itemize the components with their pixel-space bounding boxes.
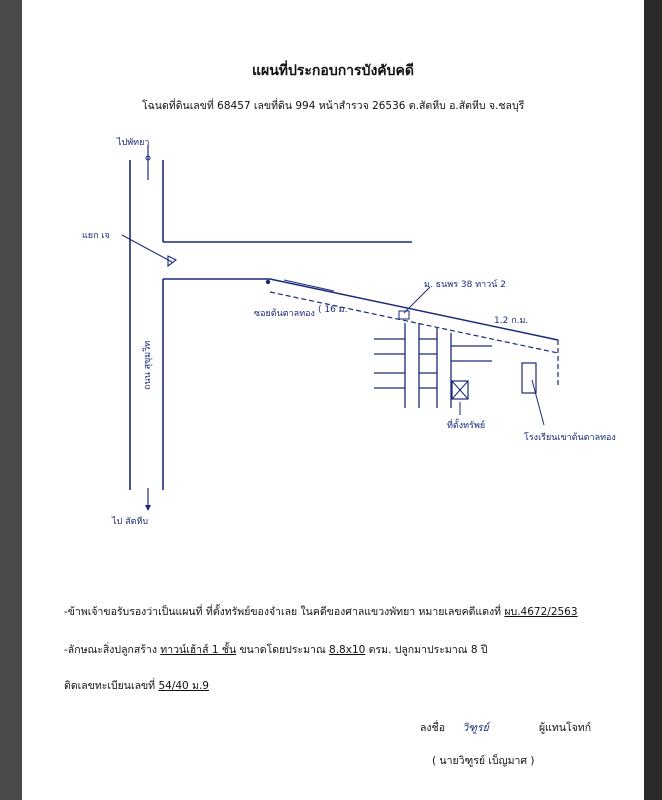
document-page xyxy=(22,0,646,800)
label-distance-large: 1.2 ก.ม. xyxy=(494,316,529,326)
registration-line: ติดเลขทะเบียนเลขที่ 54/40 ม.9 xyxy=(64,680,209,692)
viewer-left-margin xyxy=(0,0,22,800)
building-size: 8.8x10 xyxy=(329,644,366,656)
label-to-sattahip: ไป สัตหีบ xyxy=(112,517,149,527)
label-alley: ซอยต้นตาลทอง xyxy=(254,309,315,319)
signature-label: ลงชื่อ วิฑูรย์ xyxy=(420,722,489,734)
alley-start-dot xyxy=(266,280,270,284)
label-distance-small: ( 16 ม. xyxy=(318,305,348,315)
village-pointer xyxy=(404,287,430,313)
south-arrow-head xyxy=(145,505,151,511)
label-to-pattaya: ไปพัทยา xyxy=(117,138,150,148)
label-school: โรงเรียนเขาต้นตาลทอง xyxy=(524,433,616,443)
label-main-road: ถนน สุขุมวิท xyxy=(143,340,153,390)
label-village: ม. ธนพร 38 ทาวน์ 2 xyxy=(424,280,507,290)
label-property: ที่ตั้งทรัพย์ xyxy=(447,421,486,431)
school-pointer xyxy=(532,380,544,425)
building-description-line: -ลักษณะสิ่งปลูกสร้าง ทาวน์เฮ้าส์ 1 ชั้น ขนาดโดยประมาณ 8.8x10 ตรม. ปลูกมาประมาณ 8 ปี xyxy=(64,644,488,656)
building-type: ทาวน์เฮ้าส์ 1 ชั้น xyxy=(160,644,237,656)
certification-line: -ข้าพเจ้าขอรับรองว่าเป็นแผนที่ ที่ตั้งทรัพย์ของจำเลย ในคดีของศาลแขวงพัทยา หมายเลขคดีแดงที่ ผบ.4672/2563 xyxy=(64,606,578,618)
viewer-right-margin xyxy=(644,0,662,800)
distance-arrow xyxy=(284,280,334,291)
case-number: ผบ.4672/2563 xyxy=(504,606,578,618)
village-gate-marker xyxy=(399,311,409,319)
signature-scribble: วิฑูรย์ xyxy=(462,722,489,734)
signer-name: ( นายวิฑูรย์ เบ็ญมาศ ) xyxy=(432,755,535,767)
page-title: แผนที่ประกอบการบังคับคดี xyxy=(251,63,414,79)
registration-number: 54/40 ม.9 xyxy=(158,680,209,692)
signer-role: ผู้แทนโจทก์ xyxy=(539,722,592,734)
deed-subtitle: โฉนดที่ดินเลขที่ 68457 เลขที่ดิน 994 หน้าสำรวจ 26536 ต.สัตหีบ อ.สัตหีบ จ.ชลบุรี xyxy=(142,100,525,112)
label-junction: แยก เจ xyxy=(82,231,110,241)
